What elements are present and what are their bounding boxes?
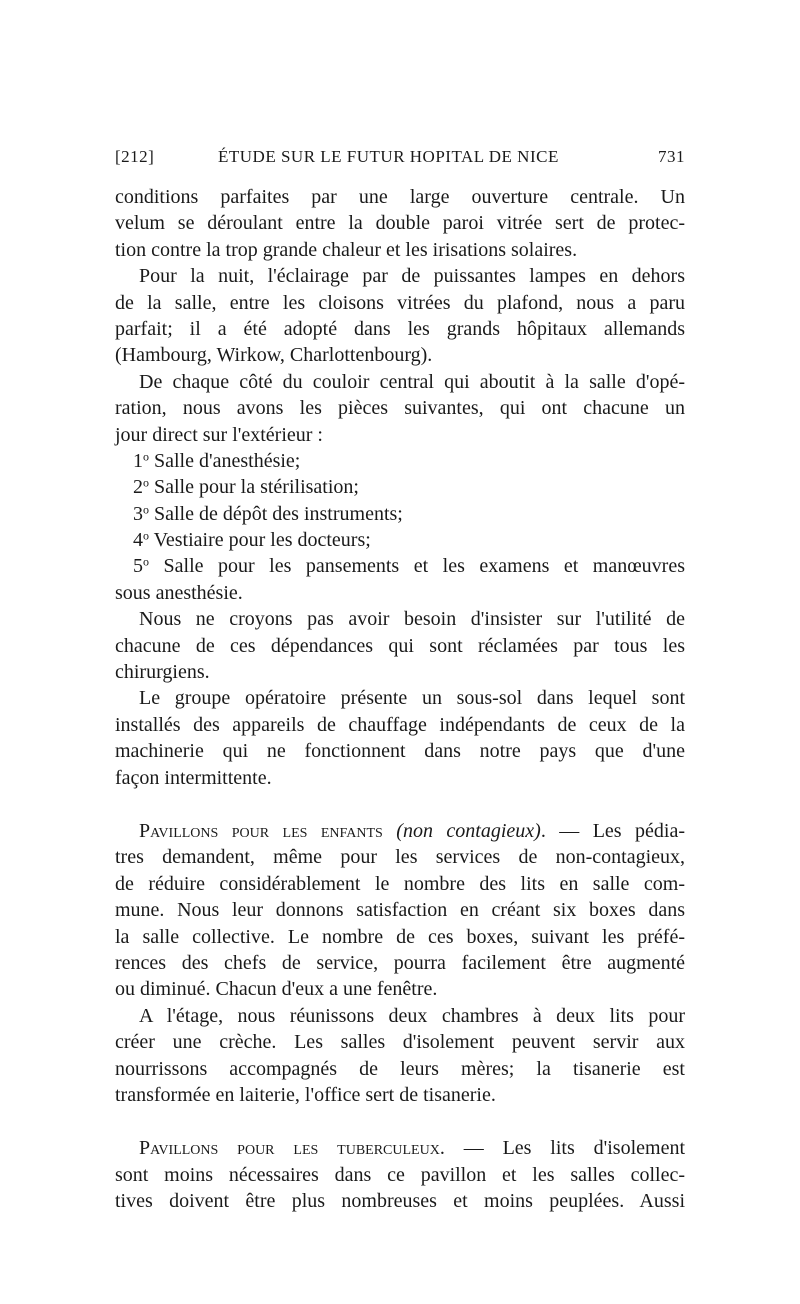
paragraph	[115, 263, 685, 369]
paragraph	[115, 606, 685, 685]
section-gap	[115, 1108, 685, 1135]
text-line: façon intermittente.	[115, 766, 272, 789]
text-line: Pavillons pour les tuberculeux. — Les lits d'isolement	[139, 1137, 685, 1160]
text-line: A l'étage, nous réunissons deux chambres à deux lits pour	[139, 1004, 685, 1027]
text-line: conditions parfaites par une large ouverture centrale. Un	[115, 186, 685, 208]
paragraph	[115, 685, 685, 791]
text-line: tres demandent, même pour les services de non-contagieux,	[115, 846, 685, 869]
section-heading: Pavillons pour les enfants	[139, 819, 383, 842]
text-line: de la salle, entre les cloisons vitrées du plafond, nous a paru	[115, 291, 685, 314]
text-line: chirurgiens.	[115, 661, 210, 684]
list-item: 3$^o$ Salle de dépôt des instruments;	[133, 502, 403, 525]
section-gap	[115, 791, 685, 818]
text-line: Pour la nuit, l'éclairage par de puissantes lampes en dehors	[139, 265, 685, 288]
text-line: chacune de ces dépendances qui sont réclamées par tous les	[115, 634, 685, 657]
text-line: la salle collective. Le nombre de ces boxes, suivant les préfé-	[115, 925, 685, 948]
text-line: Pavillons pour les enfants (non contagieux). — Les pédia-	[139, 819, 685, 842]
text-line: créer une crèche. Les salles d'isolement peuvent servir aux	[115, 1031, 685, 1054]
text-line: machinerie qui ne fonctionnent dans notre pays que d'une	[115, 740, 685, 763]
list-item: 5$^o$ Salle pour les pansements et les examens et manœuvres	[133, 554, 686, 578]
text-line: tives doivent être plus nombreuses et moins peuplées. Aussi	[115, 1190, 685, 1213]
text-line: de réduire considérablement le nombre des lits en salle com-	[115, 872, 685, 895]
text-line: ration, nous avons les pièces suivantes, qui ont chacune un	[115, 397, 685, 420]
text-line: velum se déroulant entre la double paroi vitrée sert de protec-	[115, 212, 685, 235]
section-heading: Pavillons pour les tuberculeux.	[139, 1137, 445, 1160]
body-text	[115, 184, 685, 1214]
text-line: mune. Nous leur donnons satisfaction en créant six boxes dans	[115, 899, 685, 922]
page-ref: [212]	[115, 147, 155, 166]
text-line: nourrissons accompagnés de leurs mères; la tisanerie est	[115, 1057, 685, 1080]
section-children-pavilions	[115, 818, 685, 1003]
text-line: (Hambourg, Wirkow, Charlottenbourg).	[115, 344, 433, 367]
section-tuberculosis-pavilions	[115, 1135, 685, 1214]
running-header	[115, 147, 685, 171]
paragraph	[115, 1003, 685, 1109]
text-line: Le groupe opératoire présente un sous-sol dans lequel sont	[139, 687, 685, 710]
text-line: ou diminué. Chacun d'eux a une fenêtre.	[115, 978, 438, 1001]
list-item: 2$^o$ Salle pour la stérilisation;	[133, 475, 359, 499]
page-number: 731	[658, 147, 685, 166]
room-list	[115, 448, 685, 606]
text-line: sont moins nécessaires dans ce pavillon et les salles collec-	[115, 1163, 685, 1186]
text-line: Nous ne croyons pas avoir besoin d'insister sur l'utilité de	[139, 608, 685, 631]
running-title: ÉTUDE SUR LE FUTUR HOPITAL DE NICE	[218, 147, 559, 166]
text-line: rences des chefs de service, pourra facilement être augmenté	[115, 951, 685, 974]
text-line: parfait; il a été adopté dans les grands hôpitaux allemands	[115, 317, 685, 340]
paragraph	[115, 184, 685, 263]
list-item: 4$^o$ Vestiaire pour les docteurs;	[133, 528, 371, 552]
text-line: De chaque côté du couloir central qui aboutit à la salle d'opé-	[139, 370, 685, 393]
text-line: jour direct sur l'extérieur :	[115, 423, 323, 446]
text-line: sous anesthésie.	[115, 581, 243, 604]
section-qualifier: (non contagieux)	[396, 819, 541, 842]
paragraph	[115, 369, 685, 448]
text-line: installés des appareils de chauffage indépendants de ceux de la	[115, 713, 685, 736]
text-line: transformée en laiterie, l'office sert de tisanerie.	[115, 1083, 496, 1106]
text-line: tion contre la trop grande chaleur et les irisations solaires.	[115, 238, 578, 261]
list-item: 1$^o$ Salle d'anesthésie;	[133, 449, 301, 472]
